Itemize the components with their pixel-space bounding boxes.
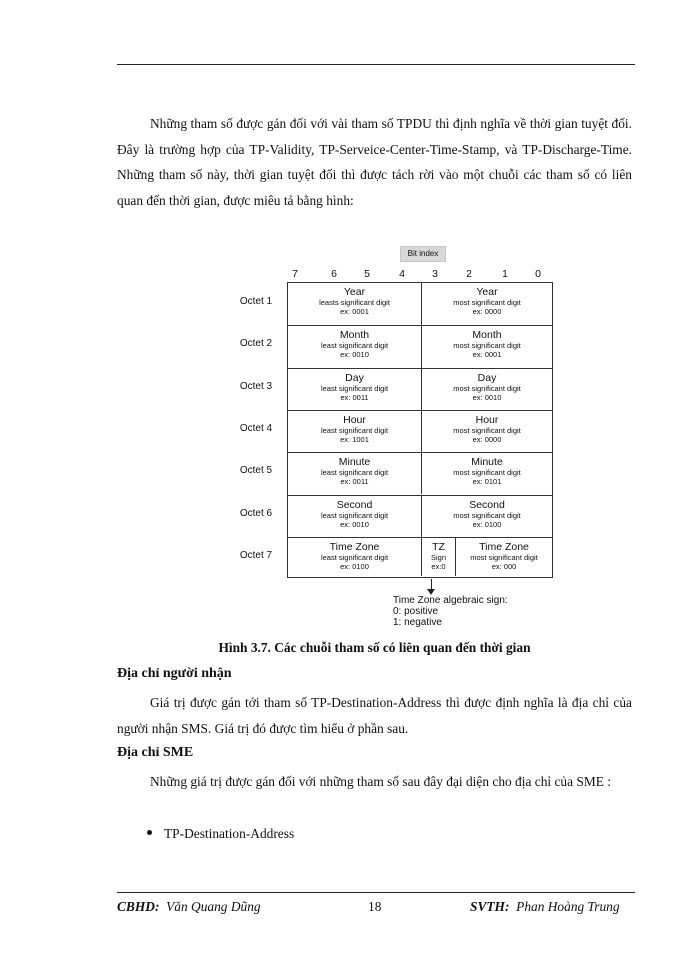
cell-sub: most significant digit <box>453 383 521 393</box>
section-heading-recipient: Địa chỉ người nhận <box>117 666 232 681</box>
footer-student-name: Phan Hoàng Trung <box>516 899 620 914</box>
cell-sub: most significant digit <box>453 510 521 520</box>
sme-paragraph: Những giá trị được gán đối với những tham số sau đây đại diện cho địa chỉ của SME : <box>150 774 612 789</box>
footer-supervisor-label: CBHD: <box>117 899 160 914</box>
sign-note-line: 0: positive <box>393 606 439 617</box>
cell-ex: ex: 0100 <box>340 561 369 571</box>
cell-sub: least significant digit <box>320 468 389 478</box>
octet-cell-tz-sign <box>421 538 455 577</box>
octet-cell-high <box>421 326 552 367</box>
cell-title: TZ <box>432 540 445 553</box>
octet-cell-high <box>421 453 552 494</box>
cell-ex: ex: 1001 <box>340 434 369 444</box>
footer-student-label: SVTH: <box>470 899 510 914</box>
octet-label: Octet 5 <box>239 465 273 477</box>
cell-sub: leasts significant digit <box>319 298 390 307</box>
octet-cell-high <box>421 283 552 325</box>
cell-sub: least significant digit <box>320 341 389 351</box>
sign-note-line: Time Zone algebraic sign: <box>393 595 508 606</box>
octet-row <box>288 452 552 494</box>
octet-cell-low <box>288 326 421 367</box>
octet-row <box>288 283 552 325</box>
bit-number: 7 <box>292 268 298 280</box>
bit-number: 0 <box>535 268 541 280</box>
octet-row <box>288 495 552 537</box>
cell-ex: ex: 0001 <box>340 307 369 316</box>
cell-ex: ex: 0011 <box>340 477 369 487</box>
cell-ex: ex:0 <box>431 561 446 571</box>
cell-ex: ex: 000 <box>491 561 517 571</box>
cell-title: Hour <box>475 413 499 426</box>
cell-ex: ex: 0010 <box>340 350 369 360</box>
recipient-paragraph: Giá trị được gán tới tham số TP-Destination-Address thì được định nghĩa là địa chỉ của người nhận SMS. Giá trị đó được tìm hiểu ở phần sau. <box>117 695 632 736</box>
octet-cell-low <box>288 453 421 494</box>
figure-time-octets <box>228 240 568 635</box>
octet-cell-low <box>288 496 421 537</box>
cell-title: Second <box>336 498 373 511</box>
octet-row <box>288 410 552 452</box>
cell-title: Minute <box>471 456 503 469</box>
cell-sub: most significant digit <box>470 552 538 562</box>
cell-ex: ex: 0000 <box>472 434 502 444</box>
footer-supervisor <box>117 899 261 915</box>
cell-title: Day <box>477 371 497 384</box>
cell-sub: most significant digit <box>453 468 521 478</box>
cell-sub: most significant digit <box>453 298 521 307</box>
sign-note-line: 1: negative <box>393 617 442 628</box>
cell-ex: ex: 0011 <box>340 392 369 402</box>
bit-number: 5 <box>364 268 370 280</box>
cell-ex: ex: 0101 <box>472 477 502 487</box>
octet-label: Octet 3 <box>239 380 273 392</box>
cell-ex: ex: 0000 <box>472 307 502 316</box>
octet-cell-high <box>421 369 552 410</box>
bit-number: 2 <box>466 268 472 280</box>
bit-number: 3 <box>432 268 438 280</box>
cell-title: Minute <box>338 456 371 469</box>
octet-label: Octet 7 <box>239 549 273 561</box>
bullet-item <box>147 826 294 842</box>
section-heading-sme: Địa chỉ SME <box>117 745 194 760</box>
header-rule <box>117 64 635 65</box>
cell-sub: least significant digit <box>320 425 389 435</box>
bit-number: 6 <box>331 268 337 280</box>
cell-title: Second <box>469 498 505 511</box>
octet-row <box>288 368 552 410</box>
sign-note <box>393 595 508 628</box>
cell-title: Month <box>339 329 370 342</box>
octet-cell-high <box>455 538 552 577</box>
page-number: 18 <box>368 899 382 914</box>
footer-supervisor-name: Văn Quang Dũng <box>166 899 261 914</box>
cell-sub: least significant digit <box>320 552 389 562</box>
cell-sub: Sign <box>430 552 446 562</box>
octet-label: Octet 1 <box>239 296 273 308</box>
cell-sub: most significant digit <box>453 425 521 435</box>
octet-grid <box>287 282 553 578</box>
cell-ex: ex: 0010 <box>340 519 369 529</box>
octet-cell-low <box>288 538 421 577</box>
octet-cell-low <box>288 411 421 452</box>
cell-title: Month <box>472 329 502 342</box>
intro-paragraph: Những tham số được gán đối với vài tham số TPDU thì định nghĩa về thời gian tuyệt đối. Đây là trường hợp của TP-Validity, TP-Serveice-Center-Time-Stamp, và TP-Discharge-Time. Những tham số này, thời gian tuyệt đối thì được tách rời vào một chuỗi các tham số có liên quan đến thời gian, được miêu tả bằng hình: <box>117 116 632 208</box>
cell-title: Year <box>476 286 498 298</box>
footer-student <box>470 899 620 915</box>
octet-cell-high <box>421 411 552 452</box>
cell-title: Day <box>345 371 364 384</box>
cell-title: Time Zone <box>329 540 380 553</box>
cell-sub: least significant digit <box>320 383 389 393</box>
octet-cell-high <box>421 496 552 537</box>
cell-ex: ex: 0001 <box>472 350 502 360</box>
octet-row <box>288 537 552 577</box>
octet-label: Octet 6 <box>239 507 273 519</box>
octet-label: Octet 2 <box>239 338 273 350</box>
bullet-dot-icon <box>147 830 152 835</box>
octet-row <box>288 325 552 367</box>
footer-rule <box>117 892 635 893</box>
cell-ex: ex: 0010 <box>472 392 502 402</box>
cell-title: Year <box>343 286 366 298</box>
figure-caption: Hình 3.7. Các chuỗi tham số có liên quan đến thời gian <box>218 640 531 655</box>
octet-cell-low <box>288 283 421 325</box>
bit-number: 1 <box>502 268 508 280</box>
bit-number: 4 <box>399 268 405 280</box>
cell-title: Time Zone <box>479 540 529 553</box>
bit-index-label: Bit index <box>400 246 446 262</box>
cell-ex: ex: 0100 <box>472 519 502 529</box>
cell-title: Hour <box>343 413 366 426</box>
cell-sub: most significant digit <box>453 341 521 351</box>
bullet-text: TP-Destination-Address <box>164 826 295 841</box>
octet-cell-low <box>288 369 421 410</box>
octet-label: Octet 4 <box>239 423 273 435</box>
cell-sub: least significant digit <box>320 510 389 520</box>
